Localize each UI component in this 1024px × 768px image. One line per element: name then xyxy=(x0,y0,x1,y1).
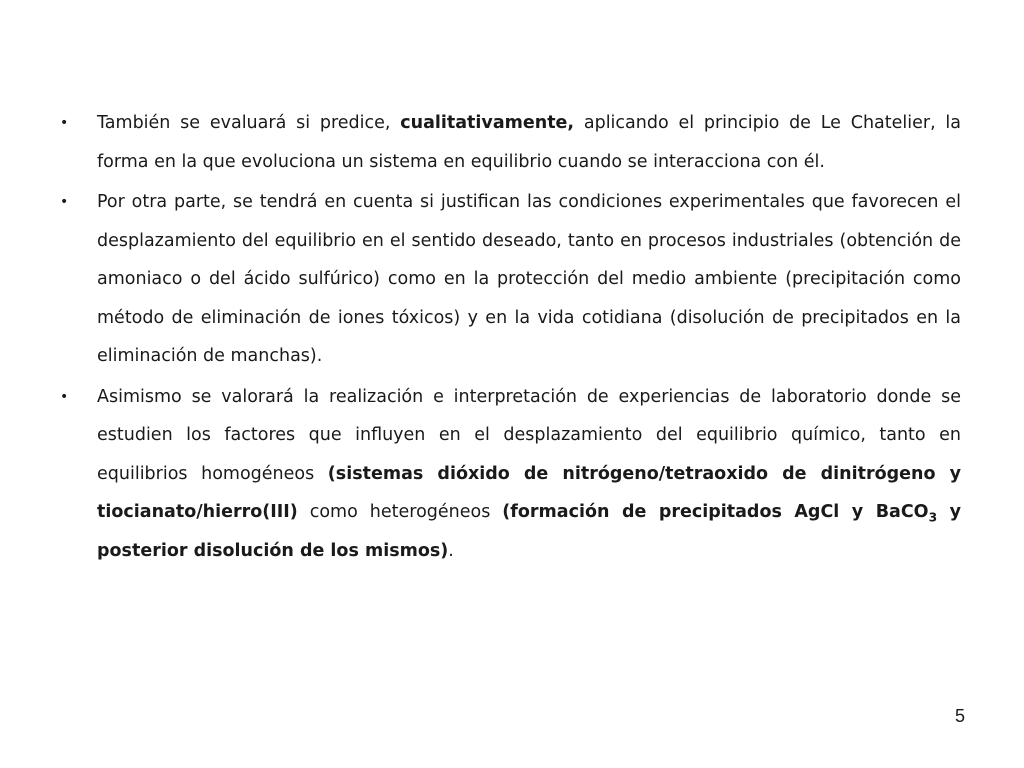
formula-subscript: 3 xyxy=(928,510,938,525)
bold-segment: (sistemas dióxido de nitrógeno/tetraoxido de dinitrógeno y tiocianato/hierro(III) xyxy=(97,463,962,522)
text-segment: Asimismo se valorará la realización e interpretación de experiencias de laboratorio donde se estudien los factores que influyen en el desplazamiento del equilibrio químico, tanto en equilibrios homogéneos xyxy=(97,386,961,484)
text-segment: Por otra parte, se tendrá en cuenta si justifican las condiciones experimentales que favorecen el desplazamiento del equilibrio en el sentido deseado, tanto en procesos industriales (obtención de amoniaco o del ácido sulfúrico) como en la protección del medio ambiente (precipitación como método de eliminación de iones tóxicos) y en la vida cotidiana (disolución de precipitados en la eliminación de manchas). xyxy=(97,192,961,366)
bullet-text xyxy=(97,387,961,561)
page-number: 5 xyxy=(954,706,965,726)
text-segment: como heterogéneos xyxy=(297,502,503,522)
bullet-icon: • xyxy=(60,388,69,405)
bold-text: y posterior disolución de los mismos) xyxy=(97,502,961,561)
bullet-icon: • xyxy=(60,115,69,131)
bullet-list xyxy=(60,104,961,572)
bullet-item-evaluation xyxy=(60,104,961,181)
text-segment: . xyxy=(448,540,454,561)
bullet-item-laboratory xyxy=(60,378,961,571)
bullet-text xyxy=(97,113,961,172)
bullet-text xyxy=(97,192,961,366)
bullet-icon: • xyxy=(60,194,69,210)
text-segment: También se evaluará si predice, xyxy=(97,113,401,133)
formula-text: (formación de precipitados AgCl y BaCO xyxy=(502,502,929,522)
bold-segment: cualitativamente, xyxy=(400,113,575,133)
bullet-item-conditions xyxy=(60,183,961,376)
text-segment: aplicando el principio de Le Chatelier, la forma en la que evoluciona un sistema en equilibrio cuando se interacciona con él. xyxy=(97,113,962,172)
